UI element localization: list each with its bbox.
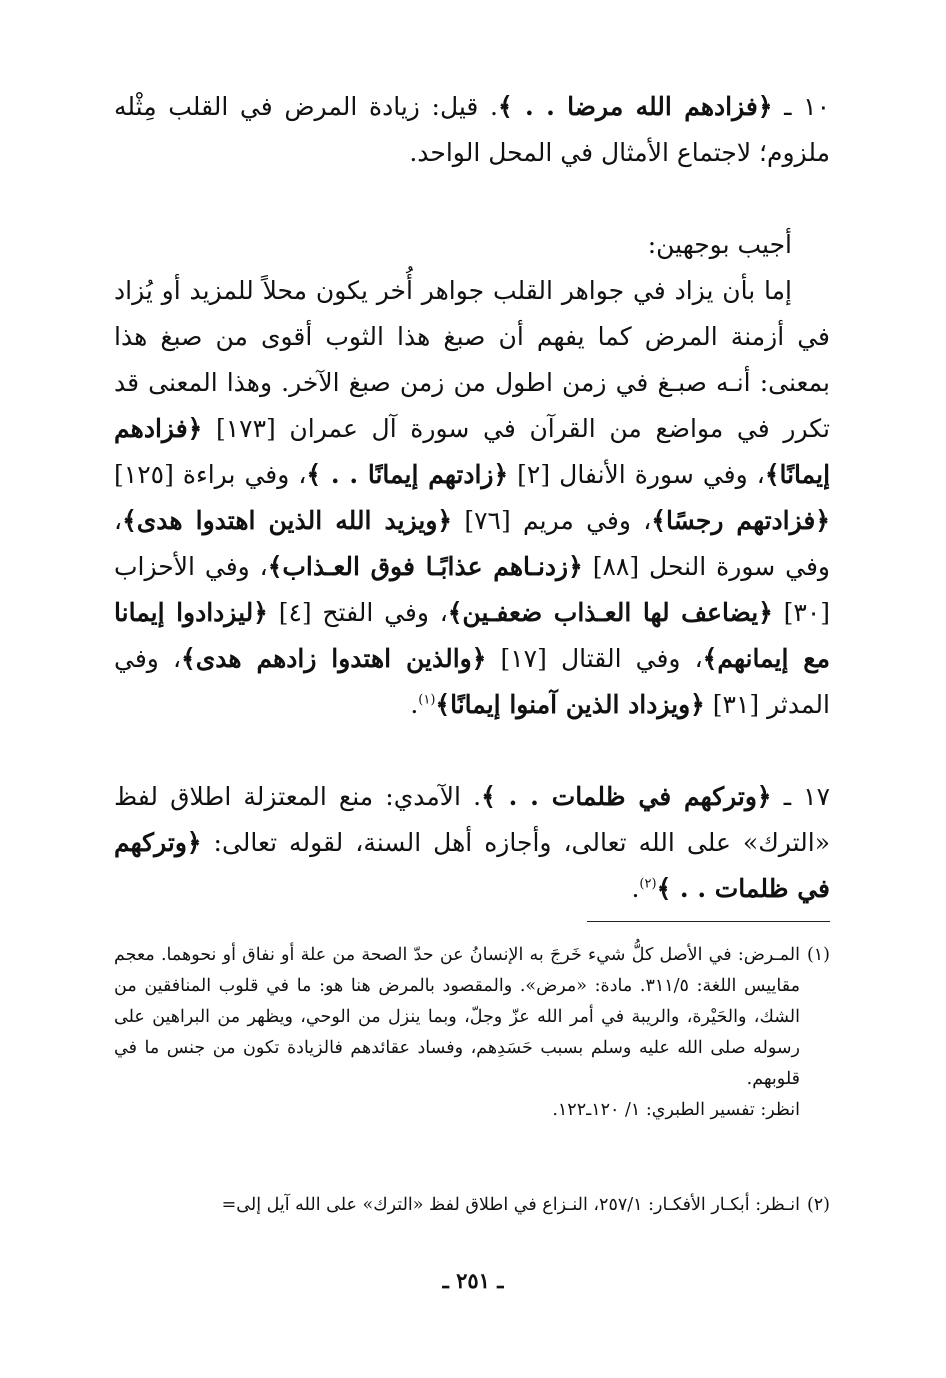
footnote-ref: (٢) [639, 876, 657, 892]
answer-heading: أجيب بوجهين: [647, 230, 792, 259]
footnote-text: انـظر: أبكـار الأفكـار: ٢٥٧/١، النـزاع في اطلاق لفظ «الترك» على الله آيل إلى= [221, 1195, 800, 1215]
main-text [114, 84, 830, 912]
quran-quote: ﴿ويزداد الذين آمنوا إيمانًا﴾ [435, 690, 705, 719]
footnote-text: المـرض: في الأصل كلُّ شيء خَرجَ به الإنسانُ عن حدّ الصحة من علة أو نفاق أو نحوهما. معجم مقاييس اللغة: ٣١١/٥. مادة: «مرض». والمقصود بالمرض هنا هو: ما في قلوب المنافقين من الشك، والحَيْرة، والريبة في أمر الله عزّ وجلّ، وبما ينزل من الوحي، ويظهر من البراهين على رسوله صلى الله عليه وسلم بسبب حَسَدِهم، وفساد عقائدهم فالزيادة تكون من جنس ما في قلوبهم. [114, 945, 800, 1089]
footnote-see: انظر: تفسير الطبري: ١/ ١٢٠ـ١٢٢. [552, 1100, 800, 1120]
footnote-number: (٢) [806, 1195, 830, 1215]
quran-quote: ﴿زادتهم إيمانًا . . ﴾ [306, 460, 509, 489]
footnote-separator [587, 921, 830, 922]
footnote-1 [114, 940, 830, 1126]
paragraph-number: ١٧ ـ [783, 782, 831, 811]
quran-quote: ﴿زدنـاهم عذابًـا فوق العـذاب﴾ [267, 552, 583, 581]
paragraph-17: ١٧ ـ ﴿وتركهم في ظلمات . . ﴾. الآمدي: منع المعتزلة اطلاق لفظ «الترك» على الله تعالى، وأجازه أهل السنة، لقوله تعالى: ﴿وتركهم في ظلمات . . ﴾$^{(٢)}$. [114, 782, 831, 903]
paragraph-number: ١٠ ـ [784, 92, 830, 121]
footnote-number: (١) [806, 945, 830, 965]
quran-quote: ﴿فزادهم الله مرضا . . ﴾ [497, 92, 773, 121]
footnote-ref: (١) [418, 692, 436, 708]
page-number: ـ ٢٥١ ـ [442, 1268, 504, 1293]
quran-quote: ﴿فزادتهم رجسًا﴾ [651, 506, 831, 535]
quran-quote: ﴿والذين اهتدوا زادهم هدى﴾ [181, 644, 487, 673]
footnote-2 [114, 1190, 830, 1221]
paragraph-10 [114, 84, 830, 176]
quran-quote: ﴿ويزيد الله الذين اهتدوا هدى﴾ [122, 506, 453, 535]
answer-paragraph: إما بأن يزاد في جواهر القلب جواهر أُخر يكون محلاً للمزيد أو يُزاد في أزمنة المرض كما يفهم أن صبغ هذا الثوب أقوى من صبغ هذا بمعنى: أنـه صبـغ في زمن اطول من زمن صبغ الآخر. وهذا المعنى قد تكرر في مواضع من القرآن في سورة آل عمران [١٧٣] ﴿فزادهم إيمانًا﴾، وفي سورة الأنفال [٢] ﴿زادتهم إيمانًا . . ﴾، وفي براءة [١٢٥] ﴿فزادتهم رجسًا﴾، وفي مريم [٧٦] ﴿ويزيد الله الذين اهتدوا هدى﴾، وفي سورة النحل [٨٨] ﴿زدنـاهم عذابًـا فوق العـذاب﴾، وفي الأحزاب [٣٠] ﴿يضاعف لها العـذاب ضعفـين﴾، وفي الفتح [٤] ﴿ليزدادوا إيمانا مع إيمانهم﴾، وفي القتال [١٧] ﴿والذين اهتدوا زادهم هدى﴾، وفي المدثر [٣١] ﴿ويزداد الذين آمنوا إيمانًا﴾$^{(١)}$. [114, 276, 831, 719]
quran-quote: ﴿فزادهم إيمانًا﴾ [114, 414, 831, 489]
paragraph-text: . قيل: زيادة المرض في القلب مِثْله ملزوم؛ لاجتماع الأمثال في المحل الواحد. [114, 92, 830, 167]
quran-quote: ﴿ليزدادوا إيمانا مع إيمانهم﴾ [114, 598, 830, 673]
quran-quote: ﴿يضاعف لها العـذاب ضعفـين﴾ [447, 598, 773, 627]
quran-quote: ﴿وتركهم في ظلمات . . ﴾ [481, 782, 772, 811]
quran-quote: ﴿وتركهم في ظلمات . . ﴾ [114, 828, 830, 903]
